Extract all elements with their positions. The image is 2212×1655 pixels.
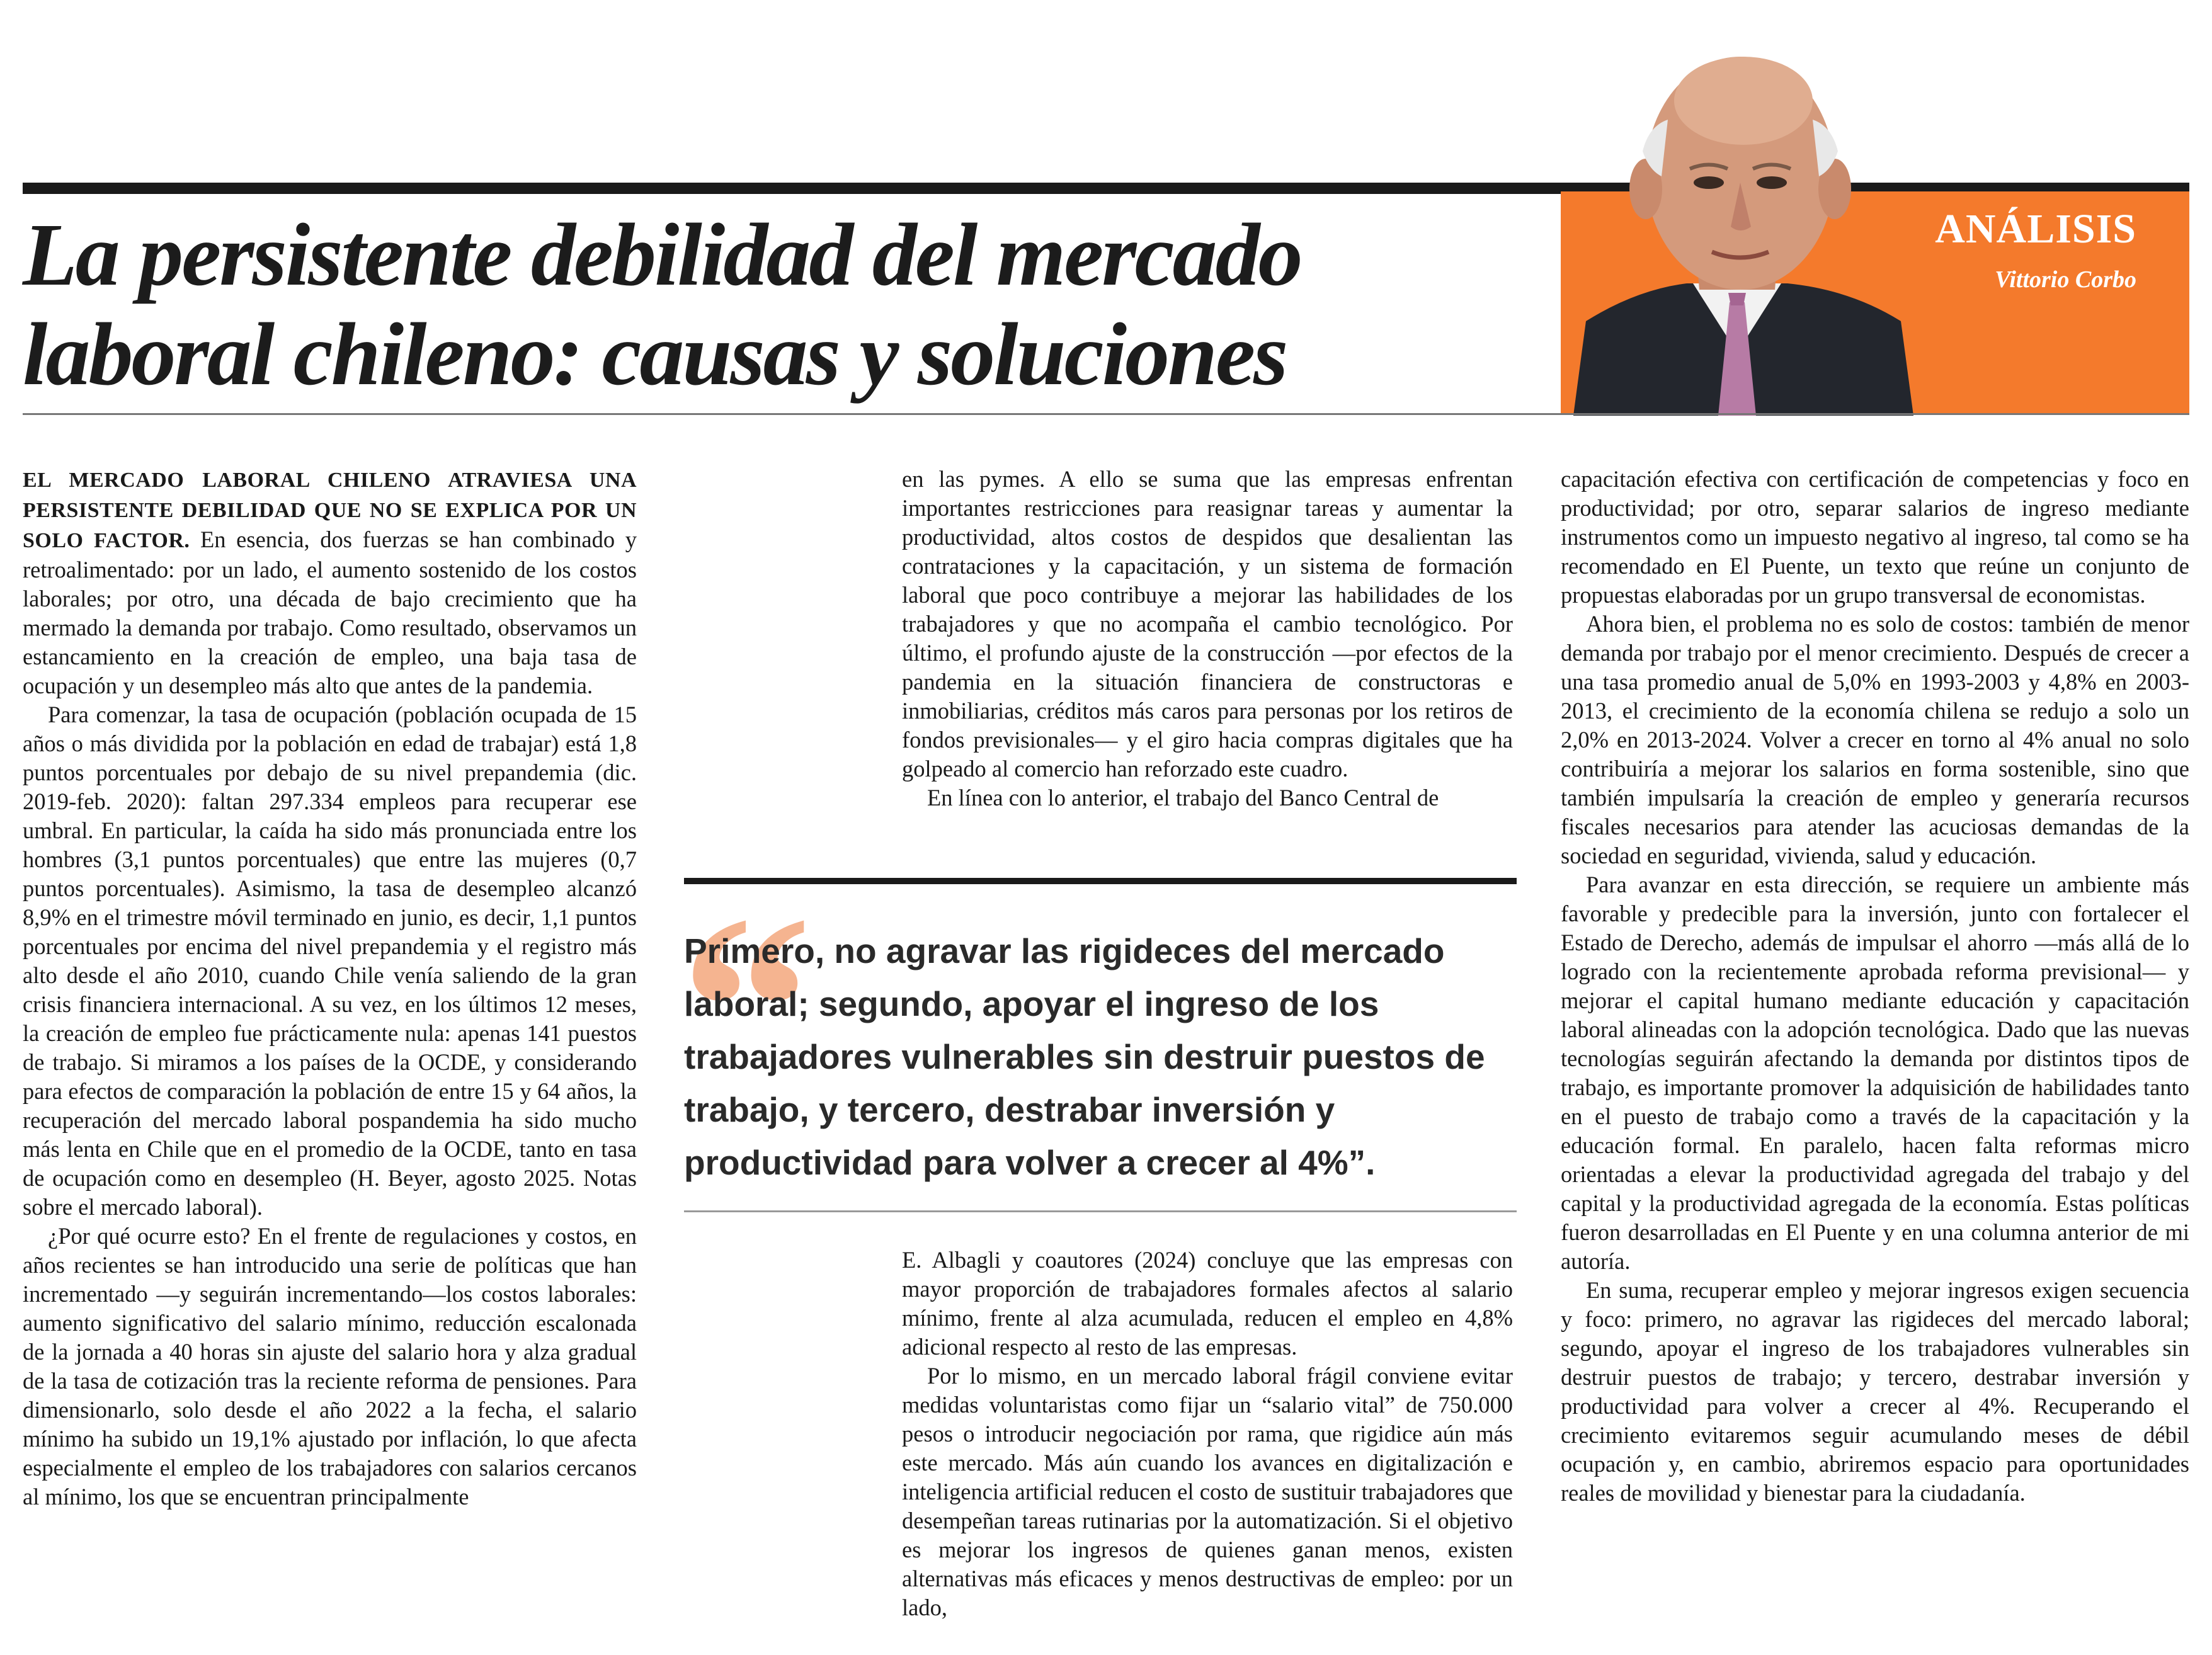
lead-paragraph xyxy=(23,465,637,700)
lead-in: EL MERCADO LABORAL CHILENO ATRAVIESA UNA PERSISTENTE DEBILIDAD QUE NO SE EXPLICA POR UN SOLO FACTOR. xyxy=(23,469,637,552)
lead-paragraph-text: En esencia, dos fuerzas se han combinado y retroalimentado: por un lado, el aumento sostenido de los costos laborales; por otro, una década de bajo crecimiento que ha mermado la demanda por trabajo. Como resultado, observamos un estancamiento en la creación de empleo, una baja tasa de ocupación y un desempleo más alto que antes de la pandemia. xyxy=(23,526,637,698)
paragraph: E. Albagli y coautores (2024) concluye que las empresas con mayor proporción de trabajadores formales afectos al salario mínimo, frente al alza acumulada, reducen el empleo en 4,8% adicional respecto al resto de las empresas. xyxy=(902,1247,1513,1360)
article-column-1 xyxy=(23,465,637,1511)
paragraph: en las pymes. A ello se suma que las empresas enfrentan importantes restricciones para reasignar tareas y aumentar la productividad, altos costos de despidos que desalientan las contrataciones y la capacitación, y un sistema de formación laboral que poco contribuye a mejorar las habilidades de los trabajadores y que no acompaña el cambio tecnológico. Por último, el profundo ajuste de la construcción —por efectos de la pandemia en la situación financiera de constructoras e inmobiliarias, créditos más caros para personas por los retiros de fondos previsionales— y el giro hacia compras digitales que ha golpeado al comercio han reforzado este cuadro. xyxy=(902,466,1513,782)
pullquote: Primero, no agravar las rigideces del mercado laboral; segundo, apoyar el ingreso de los trabajadores vulnerables sin destruir puestos de trabajo, y tercero, destrabar inversión y productividad para volver a crecer al 4%”. xyxy=(684,931,1485,1182)
paragraph: Para comenzar, la tasa de ocupación (población ocupada de 15 años o más dividida por la población en edad de trabajar) está 1,8 puntos porcentuales por debajo de su nivel prepandemia (dic. 2019-feb. 2020): faltan 297.334 empleos para recuperar ese umbral. En particular, la caída ha sido más pronunciada entre los hombres (3,1 puntos porcentuales) que entre las mujeres (0,7 puntos porcentuales). Asimismo, la tasa de desempleo alcanzó 8,9% en el trimestre móvil terminado en junio, es decir, 1,1 puntos porcentuales por encima del nivel prepandemia y el registro más alto desde el año 2010, cuando Chile venía saliendo de la gran crisis financiera internacional. A su vez, en los últimos 12 meses, la creación de empleo fue prácticamente nula: apenas 141 puestos de trabajo. Si miramos a los países de la OCDE, y considerando para efectos de comparación la población de entre 15 y 64 años, la recuperación del mercado laboral pospandemia ha sido mucho más lenta en Chile que en el promedio de la OCDE, tanto en tasa de ocupación como en desempleo (H. Beyer, agosto 2025. Notas sobre el mercado laboral). xyxy=(23,702,637,1220)
author-portrait xyxy=(1561,25,1913,416)
paragraph: Para avanzar en esta dirección, se requiere un ambiente más favorable y predecible para la inversión, junto con fortalecer el Estado de Derecho, además de impulsar el ahorro —más allá de lo logrado con la recientemente aprobada reforma previsional— y mejorar el capital humano mediante educación y capacitación laboral alineadas con la adopción tecnológica. Dado que las nuevas tecnologías seguirán afectando la demanda por distintos tipos de trabajo, es importante promover la adquisición de habilidades tanto en el puesto de trabajo como a través de la capacitación y la educación formal. En paralelo, hacen falta reformas micro orientadas a elevar la productividad agregada del trabajo y del capital y la productividad agregada de la economía. Estas políticas fueron desarrolladas en El Puente y en una columna anterior de mi autoría. xyxy=(1561,872,2189,1274)
paragraph: En suma, recuperar empleo y mejorar ingresos exigen secuencia y foco: primero, no agravar las rigideces del mercado laboral; segundo, apoyar el ingreso de los trabajadores vulnerables sin destruir puestos de trabajo; y tercero, destrabar inversión y productividad para volver a crecer al 4%. Recuperando el crecimiento evitaremos seguir acumulando meses de débil ocupación y, en cambio, abriremos espacio para oportunidades reales de movilidad y bienestar para la ciudadanía. xyxy=(1561,1277,2189,1506)
article-column-2-bottom xyxy=(902,1246,1513,1622)
quote-mark-icon: “ xyxy=(680,861,812,1154)
paragraph: Ahora bien, el problema no es solo de costos: también de menor demanda por trabajo por el menor crecimiento. Después de crecer a una tasa promedio anual de 5,0% en 1993-2003 y 4,8% en 2003-2013, el crecimiento de la economía chilena se redujo a solo un 2,0% en 2013-2024. Volver a crecer en torno al 4% anual no solo contribuiría a mejorar los salarios en forma sostenible, sino que también impulsaría la creación de empleo y generaría recursos fiscales necesarios para atender las acuciosas demandas de la sociedad en seguridad, vivienda, salud y educación. xyxy=(1561,611,2189,868)
author-byline: Vittorio Corbo xyxy=(1995,266,2136,293)
paragraph: Por lo mismo, en un mercado laboral frágil conviene evitar medidas voluntaristas como fijar un “salario vital” de 750.000 pesos o introducir negociación por rama, que rigidice aún más este mercado. Más aún cuando los avances en digitalización e inteligencia artificial reducen el costo de sustituir trabajadores que desempeñan tareas rutinarias por la automatización. Si el objetivo es mejorar los ingresos de quienes ganan menos, existen alternativas más eficaces y menos destructivas de empleo: por un lado, xyxy=(902,1363,1513,1620)
paragraph: ¿Por qué ocurre esto? En el frente de regulaciones y costos, en años recientes se han introducido una serie de políticas que han incrementado —y seguirán incrementando—los costos laborales: aumento significativo del salario mínimo, reducción escalonada de la jornada a 40 horas sin ajuste del salario hora y alza gradual de la tasa de cotización tras la reciente reforma de pensiones. Para dimensionarlo, solo desde el año 2022 a la fecha, el salario mínimo ha subido un 19,1% ajustado por inflación, lo que afecta especialmente el empleo de los trabajadores con salarios cercanos al mínimo, los que se encuentran principalmente xyxy=(23,1223,637,1510)
headline: La persistente debilidad del mercado laboral chileno: causas y soluciones xyxy=(23,205,1301,404)
section-kicker: ANÁLISIS xyxy=(1935,206,2136,252)
paragraph: En línea con lo anterior, el trabajo del Banco Central de xyxy=(927,785,1439,810)
headline-rule xyxy=(23,413,2189,415)
article-column-3 xyxy=(1561,465,2189,1508)
pullquote-bottom-rule xyxy=(684,1210,1517,1212)
article-column-2-top xyxy=(902,465,1513,812)
paragraph: capacitación efectiva con certificación de competencias y foco en productividad; por otro, separar salarios de ingreso mediante instrumentos como un impuesto negativo al ingreso, tal como se ha recomendado en El Puente, un texto que reúne un conjunto de propuestas elaboradas por un grupo transversal de economistas. xyxy=(1561,466,2189,608)
